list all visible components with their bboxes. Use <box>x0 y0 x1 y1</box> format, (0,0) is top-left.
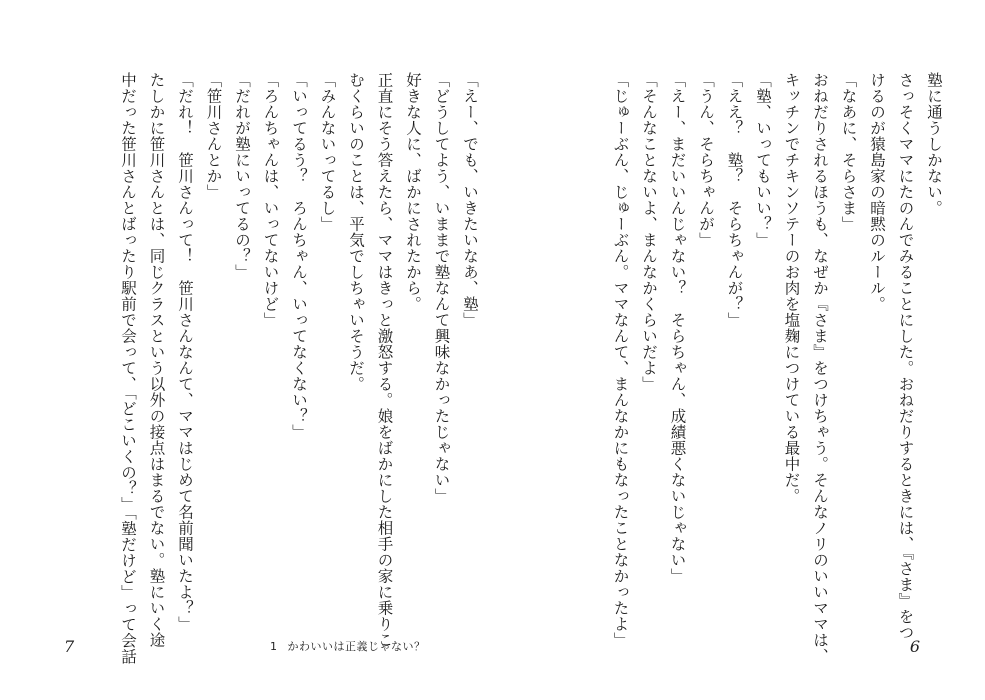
text-line: むくらいのことは、平気でしちゃいそうだ。 <box>347 72 365 392</box>
left-page <box>0 0 492 700</box>
text-line: 中だった笹川さんとばったり駅前で会って、「どこいくの？」「塾だけど」って会話 <box>119 72 137 665</box>
text-line: 「いってるう？ ろんちゃん、いってなくない？」 <box>290 72 308 440</box>
text-line: 「だれが塾にいってるの？」 <box>233 72 251 280</box>
text-line: 「そんなことないよ、まんなかくらいだよ」 <box>640 72 658 392</box>
chapter-number: 1 <box>270 640 278 653</box>
text-line: さっそくママにたのんでみることにした。おねだりするときには、『さま』をつ <box>896 72 915 641</box>
text-line: おねだりされるほうも、なぜか『さま』をつけちゃう。そんなノリのいいママは、 <box>811 72 829 664</box>
text-line: 「えー、でも、いきたいなあ、塾」 <box>461 72 479 328</box>
text-line: 「笹川さんとか」 <box>204 72 223 200</box>
chapter-title: かわいいは正義じゃない？ <box>287 640 426 653</box>
text-line: 「じゅーぶん、じゅーぶん。ママなんて、まんなかにもなったことなかったよ」 <box>611 72 630 648</box>
text-line: 「だれ！ 笹川さんって！ 笹川さんなんて、ママはじめて名前聞いたよ？」 <box>176 72 194 632</box>
text-line: 「えー、まだいいんじゃない？ そらちゃん、成績悪くないじゃない」 <box>668 72 687 584</box>
text-line: キッチンでチキンソテーのお肉を塩麹につけている最中だ。 <box>782 72 801 504</box>
text-line: 正直にそう答えたら、ママはきっと激怒する。娘をばかにした相手の家に乗りこ <box>375 72 394 648</box>
page-number-left: 7 <box>64 637 75 656</box>
text-line: けるのが猿島家の暗黙のルール。 <box>868 72 886 312</box>
text-line: 「ろんちゃんは、いってないけど」 <box>261 72 280 328</box>
running-head <box>270 638 426 654</box>
text-line: 「どうしてよう、いままで塾なんて興味なかったじゃない」 <box>432 72 451 504</box>
page-number-right: 6 <box>909 637 920 656</box>
text-line: 「なあに、そらさま」 <box>839 72 858 232</box>
text-line: 「みんないってるし」 <box>318 72 337 232</box>
text-line: たしかに笹川さんとは、同じクラスという以外の接点はまるでない。塾にいく途 <box>147 72 166 648</box>
text-line: 「塾、いってもいい？」 <box>754 72 772 248</box>
right-page-body <box>606 72 948 664</box>
text-line: 「ええ？ 塾？ そらちゃんが？」 <box>725 72 744 328</box>
text-line: 塾に通うしかない。 <box>925 72 943 216</box>
right-page <box>492 0 985 700</box>
text-line: 「うん、そらちゃんが」 <box>697 72 715 248</box>
text-line: 好きな人に、ばかにされたから。 <box>404 72 422 312</box>
